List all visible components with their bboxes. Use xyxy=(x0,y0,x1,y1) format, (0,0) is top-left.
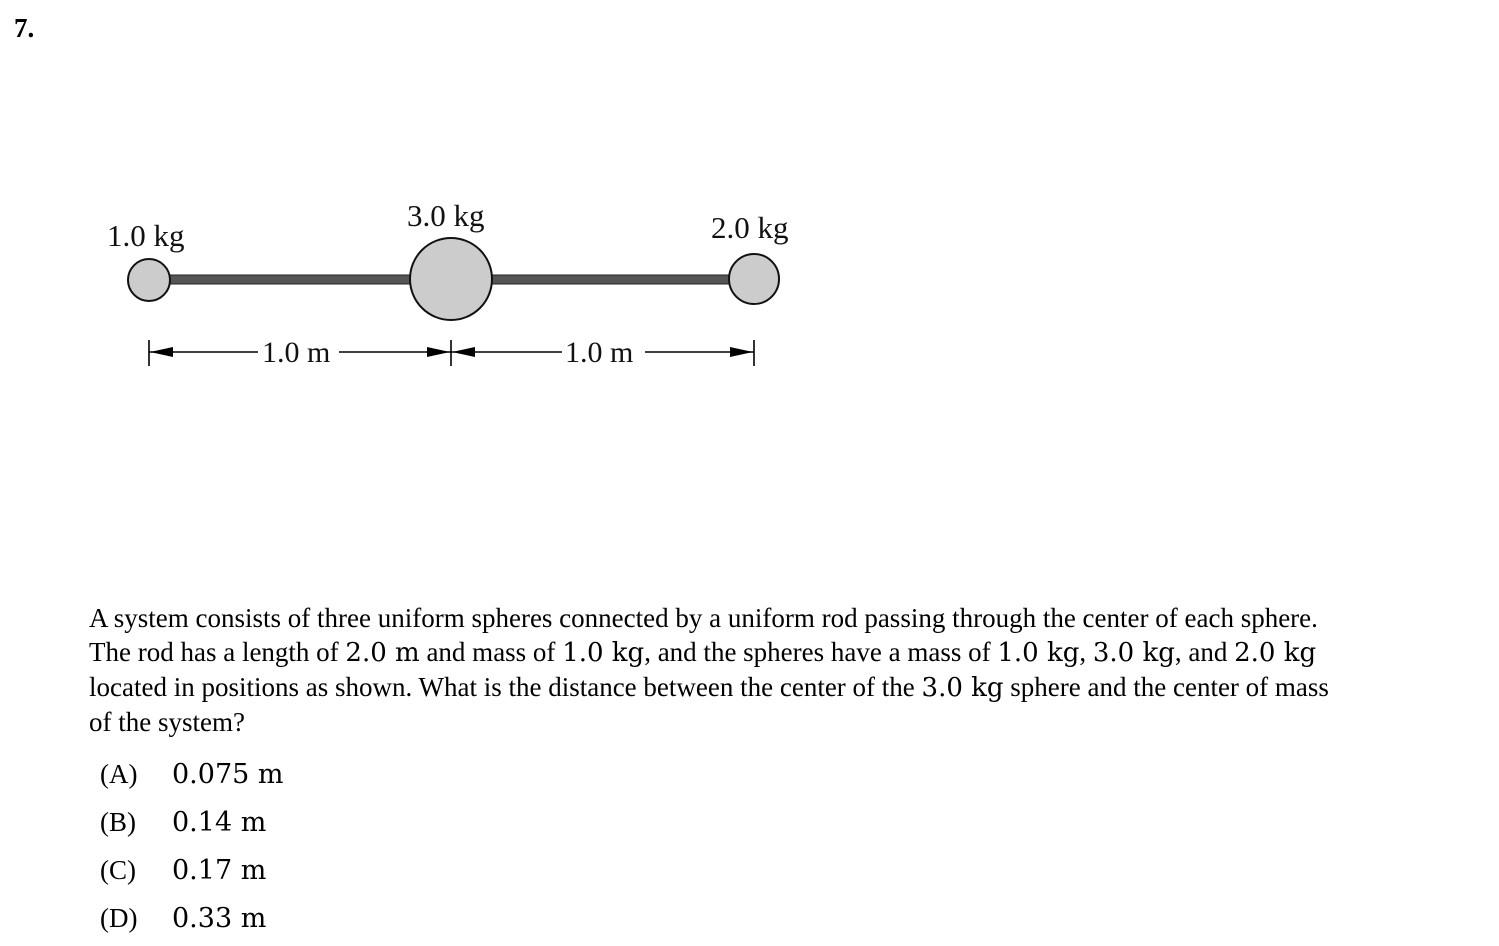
label-mass-right: 2.0 kg xyxy=(711,210,789,245)
choice-d[interactable] xyxy=(100,894,283,942)
stem-math: 2.0 m xyxy=(345,638,420,668)
choice-value: 0.17 m xyxy=(172,854,267,886)
choice-a[interactable] xyxy=(100,750,283,798)
answer-choices xyxy=(100,750,283,942)
label-mass-left: 1.0 kg xyxy=(107,218,185,253)
stem-math: 1.0 kg xyxy=(562,638,645,668)
label-mass-middle: 3.0 kg xyxy=(407,198,485,233)
stem-line xyxy=(89,635,1489,670)
stem-math: 3.0 kg xyxy=(1092,638,1175,668)
label-dimension-right: 1.0 m xyxy=(565,336,634,369)
stem-text: sphere and the center of mass xyxy=(1003,672,1329,702)
sphere-2kg xyxy=(729,254,779,304)
stem-text: A system consists of three uniform spheres connected by a uniform rod passing through the center of each sphere. xyxy=(89,603,1318,633)
choice-letter: (A) xyxy=(100,758,138,789)
stem-text: , xyxy=(1079,637,1093,667)
stem-text: , and xyxy=(1174,637,1235,667)
stem-line xyxy=(89,601,1489,635)
choice-value: 0.075 m xyxy=(172,758,284,790)
stem-math: 1.0 kg xyxy=(997,638,1080,668)
stem-line xyxy=(89,670,1489,705)
stem-text: located in positions as shown. What is the distance between the center of the xyxy=(89,672,922,702)
choice-c[interactable] xyxy=(100,846,283,894)
rod-and-spheres-diagram xyxy=(0,0,1499,420)
choice-b[interactable] xyxy=(100,798,283,846)
stem-text: of the system? xyxy=(89,707,245,737)
stem-text: The rod has a length of xyxy=(89,637,346,667)
choice-value: 0.33 m xyxy=(172,902,267,934)
choice-letter: (B) xyxy=(100,806,136,837)
stem-math: 2.0 kg xyxy=(1234,638,1317,668)
choice-value: 0.14 m xyxy=(172,806,267,838)
label-dimension-left: 1.0 m xyxy=(262,336,331,369)
stem-math: 3.0 kg xyxy=(921,673,1004,703)
choice-letter: (D) xyxy=(100,902,138,933)
choice-letter: (C) xyxy=(100,854,136,885)
question-stem xyxy=(89,601,1489,739)
sphere-3kg xyxy=(410,238,492,320)
question-number: 7. xyxy=(14,13,35,43)
stem-line xyxy=(89,705,1489,739)
stem-text: and mass of xyxy=(419,637,563,667)
stem-text: , and the spheres have a mass of xyxy=(644,637,998,667)
sphere-1kg xyxy=(128,259,170,301)
